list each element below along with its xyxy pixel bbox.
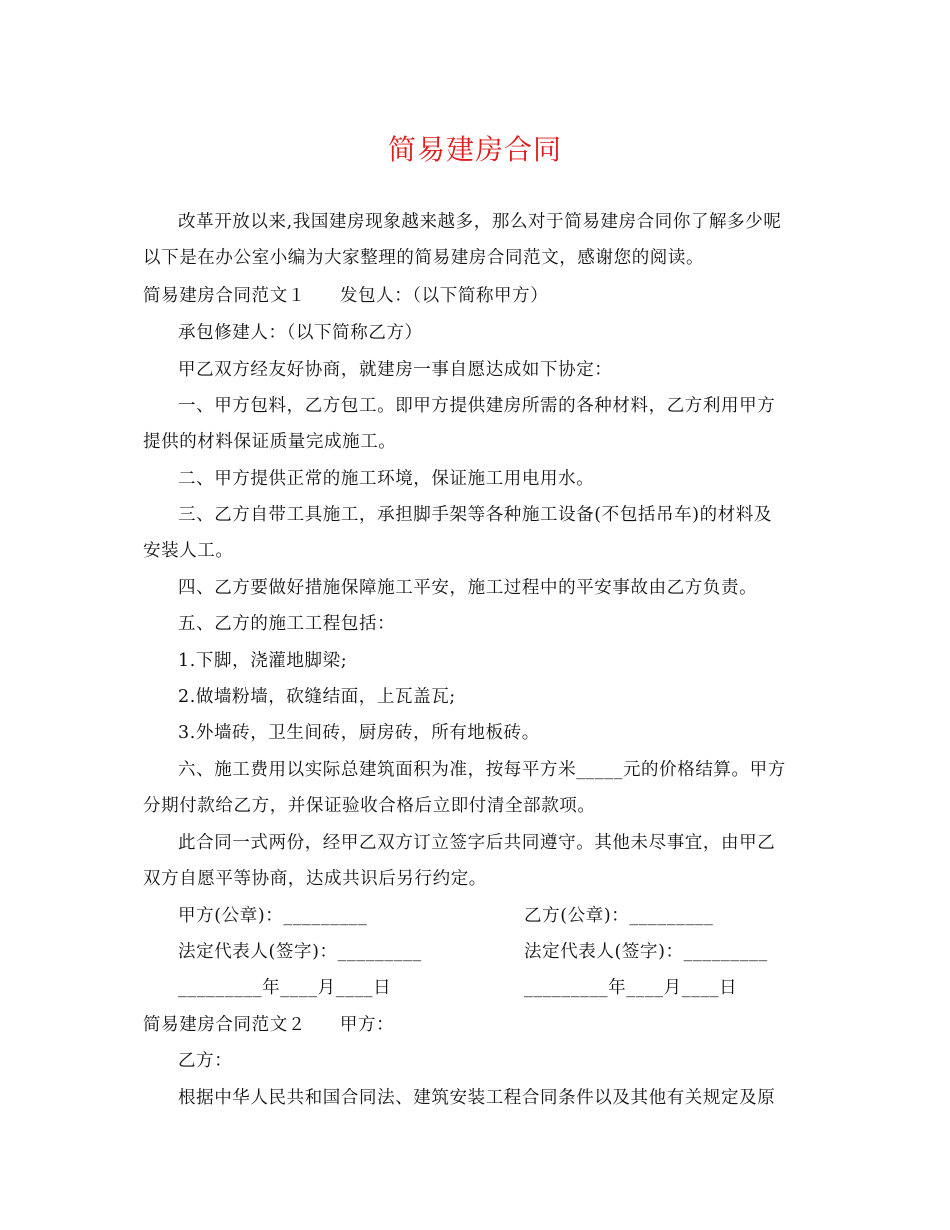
intro-paragraph: 改革开放以来,我国建房现象越来越多，那么对于简易建房合同你了解多少呢 xyxy=(178,212,782,232)
list-item: 1.下脚，浇灌地脚梁; xyxy=(178,651,348,671)
clause-3: 三、乙方自带工具施工，承担脚手架等各种施工设备(不包括吊车)的材料及 xyxy=(178,505,773,525)
list-item: 3.外墙砖，卫生间砖，厨房砖，所有地板砖。 xyxy=(178,723,540,743)
agreement-paragraph: 甲乙双方经友好协商，就建房一事自愿达成如下协定： xyxy=(178,360,613,380)
clause-4: 四、乙方要做好措施保障施工平安，施工过程中的平安事故由乙方负责。 xyxy=(178,578,758,598)
clause-6: 六、施工费用以实际总建筑面积为准，按每平方米_____元的价格结算。甲方 xyxy=(178,760,786,780)
party-b-representative: 法定代表人(签字)：_________ xyxy=(524,942,768,962)
party-a-date: _________年____月____日 xyxy=(178,978,392,998)
party-b-seal: 乙方(公章)：_________ xyxy=(524,906,714,926)
party-b-date: _________年____月____日 xyxy=(524,978,738,998)
list-item: 2.做墙粉墙，砍缝结面，上瓦盖瓦; xyxy=(178,687,456,707)
sample2-heading-row xyxy=(143,1011,394,1036)
clause-1: 一、甲方包料，乙方包工。即甲方提供建房所需的各种材料，乙方利用甲方 xyxy=(178,396,776,416)
sample2-party-b: 乙方： xyxy=(178,1051,233,1071)
sample2-heading: 简易建房合同范文２ xyxy=(143,1015,306,1035)
party-a-representative: 法定代表人(签字)：_________ xyxy=(178,942,422,962)
copies-paragraph: 此合同一式两份，经甲乙双方订立签字后共同遵守。其他未尽事宜，由甲乙 xyxy=(178,833,776,853)
copies-paragraph-cont: 双方自愿平等协商，达成共识后另行约定。 xyxy=(143,869,487,889)
clause-5: 五、乙方的施工工程包括： xyxy=(178,614,396,634)
clause-1-cont: 提供的材料保证质量完成施工。 xyxy=(143,432,397,452)
intro-paragraph-cont: 以下是在办公室小编为大家整理的简易建房合同范文，感谢您的阅读。 xyxy=(143,248,705,268)
sample2-basis-paragraph: 根据中华人民共和国合同法、建筑安装工程合同条件以及其他有关规定及原 xyxy=(178,1088,776,1108)
clause-3-cont: 安装人工。 xyxy=(143,541,234,561)
page-title: 简易建房合同 xyxy=(387,133,562,166)
employer-label: 发包人：（以下简称甲方） xyxy=(339,286,549,306)
party-a-seal: 甲方(公章)：_________ xyxy=(178,906,368,926)
sample1-heading-row xyxy=(143,282,548,307)
clause-6-cont: 分期付款给乙方，并保证验收合格后立即付清全部款项。 xyxy=(143,796,596,816)
sample2-party-a: 甲方： xyxy=(339,1015,395,1035)
clause-2: 二、甲方提供正常的施工环境，保证施工用电用水。 xyxy=(178,469,595,489)
sample1-heading: 简易建房合同范文１ xyxy=(143,286,306,306)
contractor-label: 承包修建人：（以下简称乙方） xyxy=(178,323,423,343)
